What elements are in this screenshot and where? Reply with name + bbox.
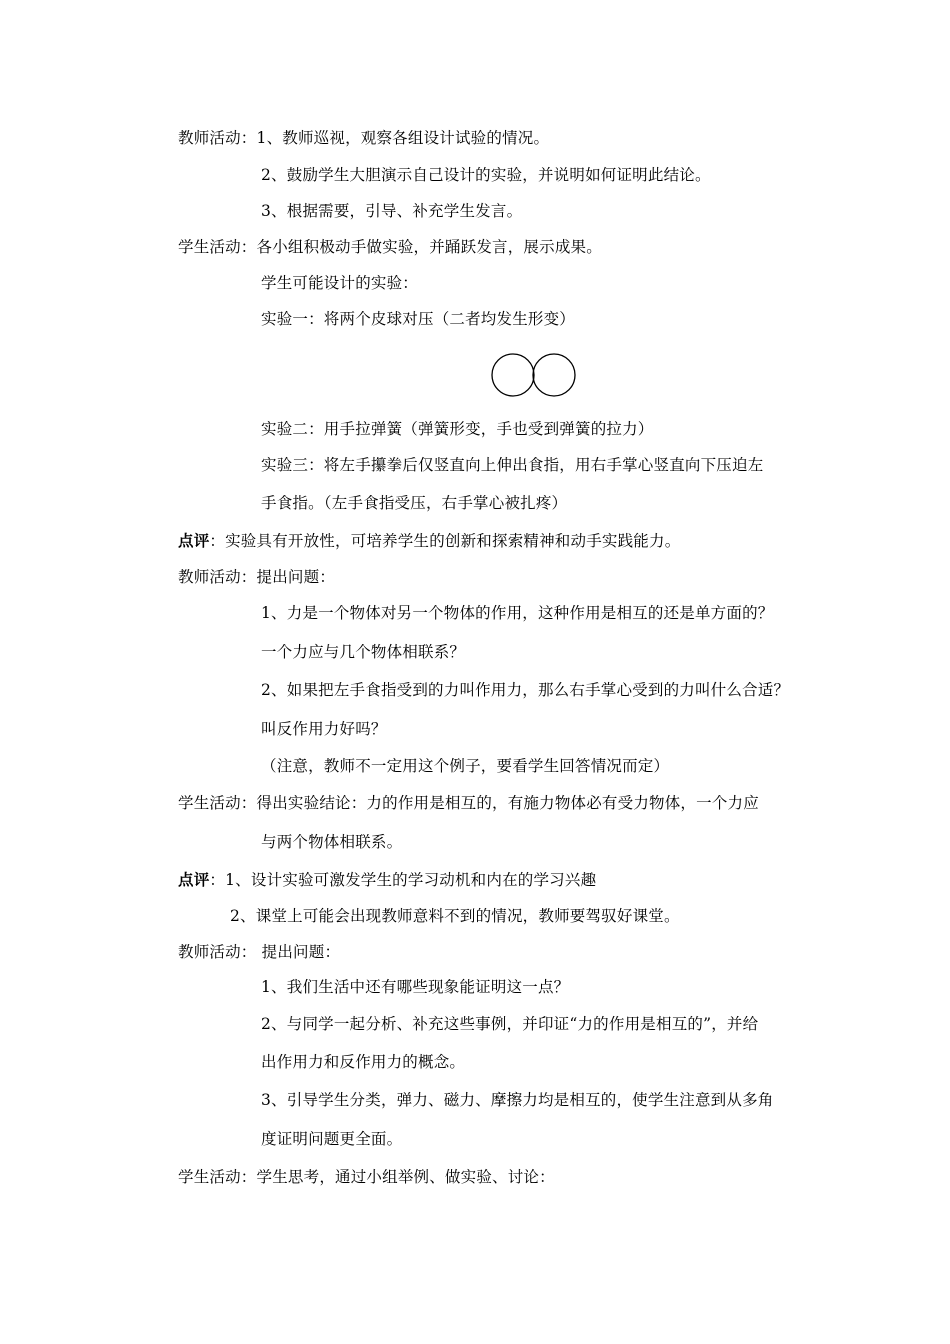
section-label: 教师活动： <box>178 129 257 147</box>
paragraph-line: 实验一：将两个皮球对压（二者均发生形变） <box>261 310 576 328</box>
paragraph-text: 学生思考，通过小组举例、做实验、讨论： <box>256 1168 555 1186</box>
teacher-activity-line <box>178 942 340 962</box>
paragraph-line: 实验三：将左手攥拳后仅竖直向上伸出食指，用右手掌心竖直向下压迫左 <box>261 456 764 474</box>
comment-label: 点评 <box>178 871 210 889</box>
section-label: 教师活动： <box>178 568 257 586</box>
paragraph-line: 3、根据需要，引导、补充学生发言。 <box>261 202 523 220</box>
paragraph-line: 2、鼓励学生大胆演示自己设计的实验，并说明如何证明此结论。 <box>261 166 711 184</box>
paragraph-text: 得出实验结论：力的作用是相互的，有施力物体必有受力物体，一个力应 <box>256 794 759 812</box>
paragraph-text: 各小组积极动手做实验，并踊跃发言，展示成果。 <box>256 238 602 256</box>
paragraph-text: 提出问题： <box>256 568 336 586</box>
paragraph-line: 1、力是一个物体对另一个物体的作用，这种作用是相互的还是单方面的？ <box>261 604 774 622</box>
teacher-activity-line <box>178 128 549 148</box>
paragraph-line: 2、课堂上可能会出现教师意料不到的情况，教师要驾驭好课堂。 <box>230 907 680 925</box>
paragraph-line: （注意，教师不一定用这个例子，要看学生回答情况而定） <box>261 757 670 775</box>
paragraph-line: 出作用力和反作用力的概念。 <box>261 1053 466 1071</box>
paragraph-text: 提出问题： <box>256 943 341 961</box>
paragraph-line: 一个力应与几个物体相联系？ <box>261 643 466 661</box>
teacher-activity-line <box>178 567 335 587</box>
paragraph-text: ：1、设计实验可激发学生的学习动机和内在的学习兴趣 <box>209 871 597 889</box>
paragraph-line: 手食指。（左手食指受压，右手掌心被扎疼） <box>261 494 568 512</box>
paragraph-line: 与两个物体相联系。 <box>261 833 403 851</box>
paragraph-line: 学生可能设计的实验： <box>261 274 419 292</box>
student-activity-line <box>178 1167 555 1187</box>
ball-right <box>533 354 575 396</box>
ball-left <box>492 354 534 396</box>
paragraph-line: 叫反作用力好吗？ <box>261 720 387 738</box>
paragraph-line: 度证明问题更全面。 <box>261 1130 403 1148</box>
section-label: 教师活动： <box>178 943 257 961</box>
paragraph-text: 1、教师巡视，观察各组设计试验的情况。 <box>256 129 550 147</box>
paragraph-line: 1、我们生活中还有哪些现象能证明这一点？ <box>261 978 570 996</box>
paragraph-line: 实验二：用手拉弹簧（弹簧形变，手也受到弹簧的拉力） <box>261 420 654 438</box>
student-activity-line <box>178 237 602 257</box>
comment-line <box>178 531 680 551</box>
section-label: 学生活动： <box>178 794 257 812</box>
comment-label: 点评 <box>178 532 210 550</box>
paragraph-text: ：实验具有开放性，可培养学生的创新和探索精神和动手实践能力。 <box>209 532 681 550</box>
comment-line <box>178 870 596 890</box>
section-label: 学生活动： <box>178 1168 257 1186</box>
section-label: 学生活动： <box>178 238 257 256</box>
two-balls-figure <box>490 350 580 400</box>
student-activity-line <box>178 793 759 813</box>
paragraph-line: 2、如果把左手食指受到的力叫作用力，那么右手掌心受到的力叫什么合适？ <box>261 681 790 699</box>
paragraph-line: 3、引导学生分类，弹力、磁力、摩擦力均是相互的，使学生注意到从多角 <box>261 1091 774 1109</box>
paragraph-line: 2、与同学一起分析、补充这些事例，并印证“力的作用是相互的”，并给 <box>261 1015 759 1033</box>
